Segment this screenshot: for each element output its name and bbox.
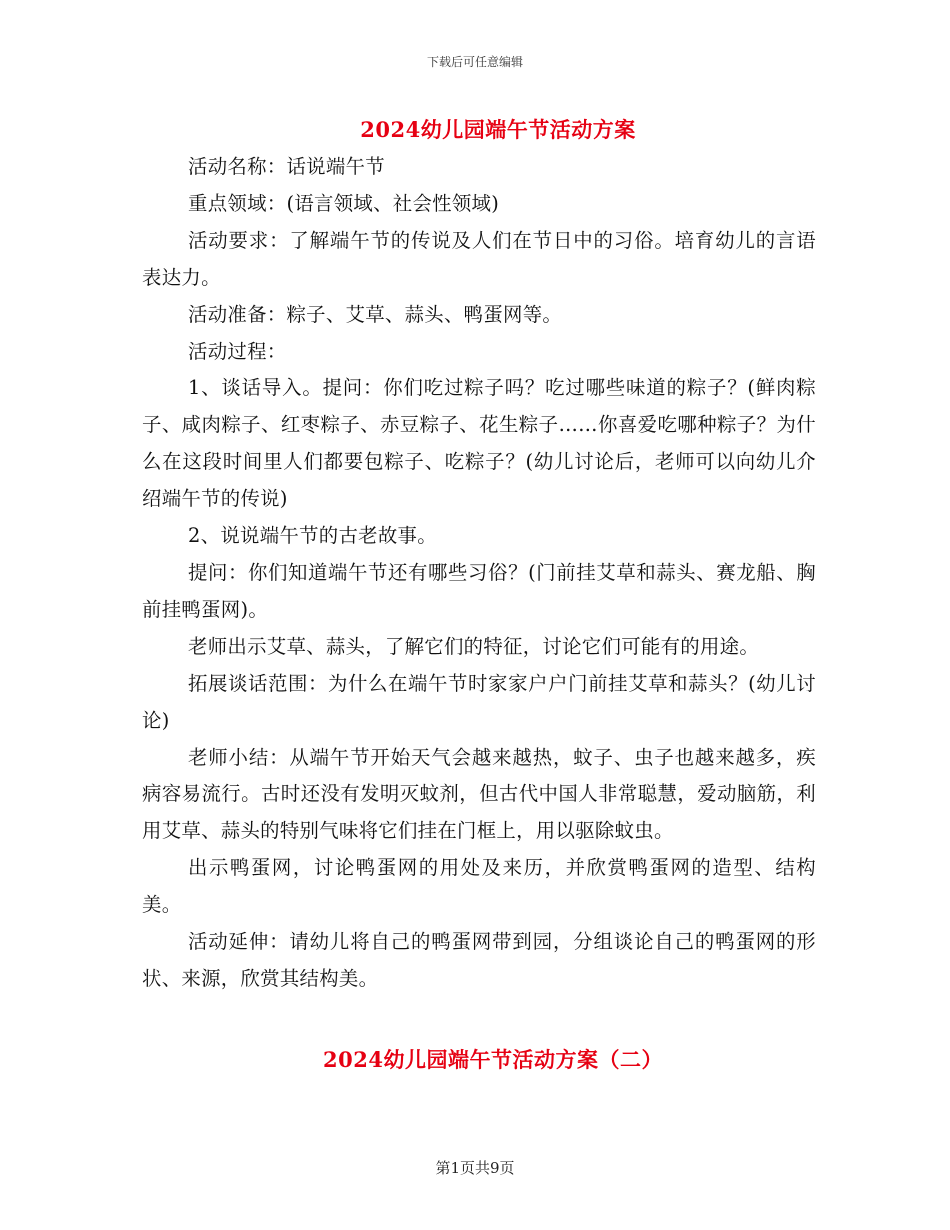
paragraph-extension: 活动延伸：请幼儿将自己的鸭蛋网带到园，分组谈论自己的鸭蛋网的形状、来源，欣赏其结构美。	[142, 930, 816, 990]
paragraph-show-egg-net: 出示鸭蛋网，讨论鸭蛋网的用处及来历，并欣赏鸭蛋网的造型、结构美。	[142, 856, 816, 917]
page-footer: 第1页共9页	[435, 1159, 515, 1177]
document-body	[142, 149, 816, 998]
paragraph-preparation: 活动准备：粽子、艾草、蒜头、鸭蛋网等。	[188, 302, 563, 326]
paragraph-activity-name: 活动名称：话说端午节	[188, 155, 385, 178]
paragraph-question: 提问：你们知道端午节还有哪些习俗？(门前挂艾草和蒜头、赛龙船、胸前挂鸭蛋网)。	[142, 560, 816, 621]
paragraph-extend-talk: 拓展谈话范围：为什么在端午节时家家户户门前挂艾草和蒜头？(幼儿讨论)	[142, 671, 816, 732]
paragraph-key-areas: 重点领域：(语言领域、社会性领域)	[188, 191, 500, 215]
paragraph-teacher-summary: 老师小结：从端午节开始天气会越来越热，蚊子、虫子也越来越多，疾病容易流行。古时还没有发明灭蚊剂，但古代中国人非常聪慧，爱动脑筋，利用艾草、蒜头的特别气味将它们挂在门框上，用以驱除蚊虫。	[142, 745, 816, 843]
paragraph-requirements: 活动要求：了解端午节的传说及人们在节日中的习俗。培育幼儿的言语表达力。	[142, 228, 816, 289]
paragraph-step-1: 1、谈话导入。提问：你们吃过粽子吗？吃过哪些味道的粽子？(鲜肉粽子、咸肉粽子、红枣粽子、赤豆粽子、花生粽子……你喜爱吃哪种粽子？为什么在这段时间里人们都要包粽子、吃粽子？(幼儿讨论后，老师可以向幼儿介绍端午节的传说)	[142, 376, 816, 511]
paragraph-teacher-shows: 老师出示艾草、蒜头，了解它们的特征，讨论它们可能有的用途。	[188, 634, 760, 658]
paragraph-step-2: 2、说说端午节的古老故事。	[188, 524, 437, 548]
header-note: 下载后可任意编辑	[426, 55, 523, 69]
second-section-title: 2024幼儿园端午节活动方案（二）	[323, 1047, 663, 1072]
document-title: 2024幼儿园端午节活动方案	[360, 117, 636, 142]
paragraph-process-heading: 活动过程：	[188, 339, 287, 363]
